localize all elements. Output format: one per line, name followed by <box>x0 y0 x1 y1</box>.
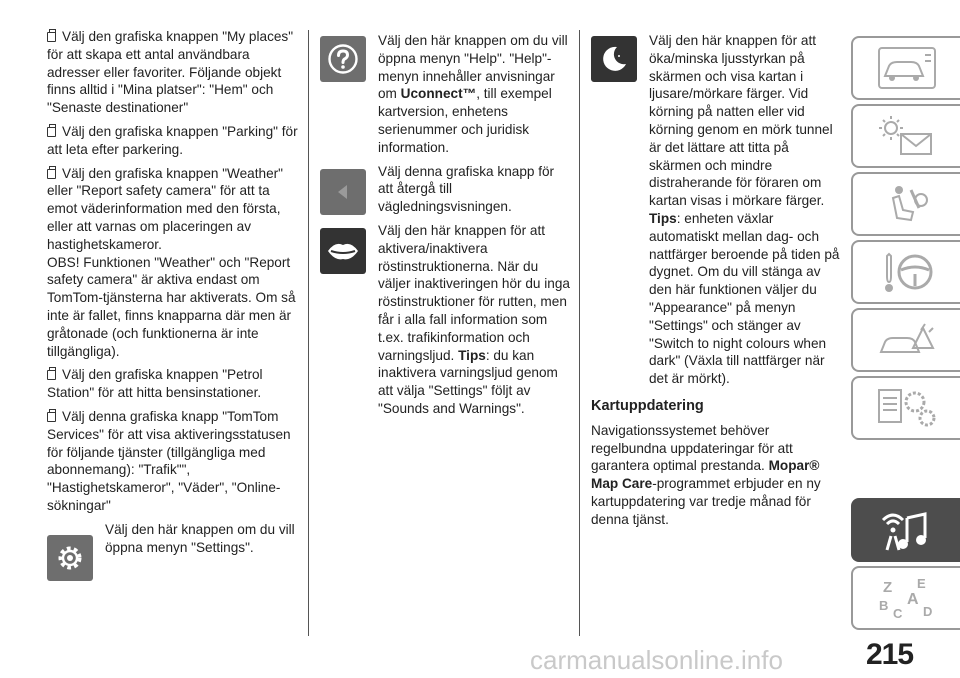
night-mode-row <box>591 32 841 388</box>
svg-text:B: B <box>878 598 888 613</box>
steering-wheel-icon <box>877 250 937 294</box>
gear-icon <box>47 535 93 581</box>
settings-text: Välj den här knappen om du vill öppna menyn "Settings". <box>105 521 295 555</box>
tab-safety[interactable] <box>851 172 960 236</box>
column-divider <box>308 30 309 636</box>
moon-icon <box>591 36 637 82</box>
svg-text:D: D <box>922 604 932 619</box>
bullet-weather: Välj den grafiska knappen "Weather" eller "Report safety camera" för att ta emot väderinformation med den första, eller att varnas om placeringen av hastighetskameror. <box>47 165 283 252</box>
svg-text:A: A <box>906 591 919 608</box>
help-text: Välj den här knappen om du vill öppna menyn "Help". "Help"-menyn innehåller anvisningar om Uconnect™, till exempel kartversion, enhetens serienummer och juridisk information. <box>378 33 568 155</box>
maintenance-gears-icon <box>877 386 937 430</box>
multimedia-music-icon <box>877 506 937 554</box>
tab-warning-lights[interactable] <box>851 104 960 168</box>
bullet-my-places: Välj den grafiska knappen "My places" för att skapa ett antal användbara adresser eller favoriter. Följande objekt finns alltid i "Mina platser": "Hem" och "Senaste destinationer" <box>47 29 294 116</box>
tab-index[interactable] <box>851 566 960 630</box>
camera-bullet-icon <box>47 127 56 137</box>
back-text: Välj denna grafiska knapp för att återgå till vägledningsvisningen. <box>378 163 555 215</box>
voice-row <box>320 222 570 418</box>
bullet-petrol: Välj den grafiska knappen "Petrol Station" för att hitta bensinstationer. <box>47 367 263 401</box>
back-row <box>320 163 570 216</box>
camera-bullet-icon <box>47 32 56 42</box>
bullet-tomtom: Välj denna grafiska knapp "TomTom Services" för att visa aktiveringsstatusen för följande tjänster (tillgängliga med abonnemang): "Trafik"", "Hastighetskameror", "Väder", "Online-sökningar" <box>47 408 291 513</box>
column-1 <box>47 28 299 587</box>
airbag-icon <box>877 182 937 226</box>
voice-text: Välj den här knappen för att aktivera/inaktivera röstinstruktionerna. När du väljer inaktiveringen hör du inga röstinstruktioner för rutten, men får i alla fall information som t.ex. trafikinformation och varningsljud. Tips: du kan inaktivera varningsljud genom att välja "Settings" följt av "Sounds and Warnings". <box>378 222 570 416</box>
column-divider <box>579 30 580 636</box>
tab-emergency[interactable] <box>851 308 960 372</box>
svg-text:C: C <box>892 606 902 621</box>
tab-vehicle[interactable] <box>851 36 960 100</box>
settings-row <box>47 521 299 581</box>
lips-icon <box>320 228 366 274</box>
back-arrow-icon <box>320 169 366 215</box>
help-row <box>320 32 570 157</box>
alphabet-index-icon <box>877 574 937 622</box>
camera-bullet-icon <box>47 370 56 380</box>
svg-text:Z: Z <box>882 579 892 596</box>
tab-starting-driving[interactable] <box>851 240 960 304</box>
warning-light-icon <box>877 114 937 158</box>
bullet-parking: Välj den grafiska knappen "Parking" för att leta efter parkering. <box>47 123 298 157</box>
watermark: carmanualsonline.info <box>530 645 783 675</box>
page-number: 215 <box>866 638 914 671</box>
tab-multimedia[interactable] <box>851 498 960 562</box>
tab-maintenance[interactable] <box>851 376 960 440</box>
camera-bullet-icon <box>47 169 56 179</box>
car-info-icon <box>877 46 937 90</box>
question-mark-icon <box>320 36 366 82</box>
svg-text:E: E <box>916 576 926 591</box>
night-mode-text: Välj den här knappen för att öka/minska ljusstyrkan på skärmen och visa kartan i ljusare/mörkare färger. Vid körning på natten eller vid körning genom en mörk tunnel är det lättare att titta på skärmen och mindre distraherande för föraren om kartan visas i mörkare färger. Tips: enheten växlar automatiskt mellan dag- och nattfärger beroende på tiden på dygnet. Om du vill stänga av den här funktionen väljer du "Appearance" på menyn "Settings" och stänger av "Switch to night colours when dark" (Växla till nattfärger när det är mörkt). <box>649 33 840 387</box>
obs-note: OBS! Funktionen "Weather" och "Report safety camera" är aktiva endast om TomTom-tjänsterna har aktiverats. Om så inte är fallet, finns knapparna där men är gråtonade (och funktionerna är inte tillgängliga). <box>47 254 296 359</box>
emergency-icon <box>877 318 937 362</box>
section-heading: Kartuppdatering <box>591 397 704 414</box>
column-2 <box>320 32 570 424</box>
column-3 <box>591 32 841 535</box>
camera-bullet-icon <box>47 412 56 422</box>
map-update-text: Navigationssystemet behöver regelbundna uppdateringar för att garantera optimal prestanda. Mopar® Map Care-programmet erbjuder en ny kartuppdatering var tredje månad för denna tjänst. <box>591 422 821 527</box>
